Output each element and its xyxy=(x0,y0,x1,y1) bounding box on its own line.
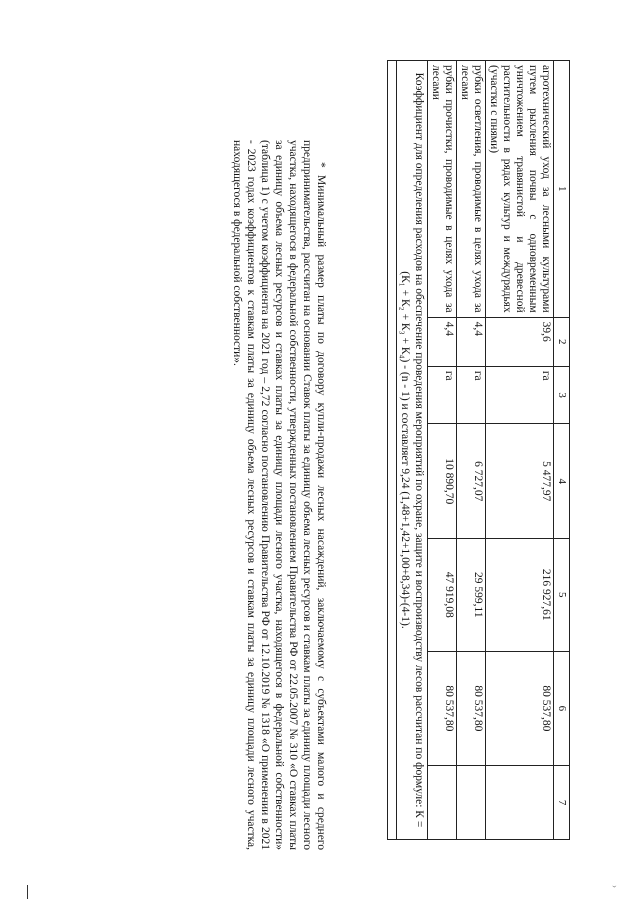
table-row xyxy=(428,61,457,840)
amount-cell: 80 537,80 xyxy=(457,651,486,766)
amount-cell: 80 537,80 xyxy=(486,651,554,766)
work-name-cell: рубки прочистки, проводимые в целях ухода за лесами xyxy=(428,61,457,318)
column-7-cell xyxy=(486,766,554,840)
table-row xyxy=(388,61,397,840)
coefficient-note: Коэффициент для определения расходов на обеспечение проведения мероприятий по охране, защите и воспроизводству лесов рассчитан по формуле: К = (К₁ + К₂ + К₃ + К₄) - (n - 1) и составляет 9,24 (1,48+1,42+1,00+8,34)-(4-1). xyxy=(397,61,428,840)
column-number-6: 6 xyxy=(554,651,570,766)
work-name-cell: агротехнический уход за лесными культурами путем рыхления почвы с одновременным уничтожением травянистой и древесной растительности в рядах культур и междурядьях (участки с пнями) xyxy=(486,61,554,318)
unit-cost-cell: 10 890,70 xyxy=(428,424,457,539)
table-row xyxy=(397,61,428,840)
footnote-text: * Минимальный размер платы по договору купли-продажи лесных насаждений, заключаемому с субъектами малого и среднего предпринимательства, рассчитан на основании Ставок платы за единицу объема лесных ресурсов и ставкам платы за единицу площади лесного участка, находящегося в федеральной собственности, утвержденных постановлением Правительства РФ от 22.05.2007 № 310 «О ставках платы за единицу объема лесных ресурсов и ставках платы за единицу площади лесного участка, находящегося в федеральной собственности» (таблица 1) с учетом коэффициента на 2021 год – 2,72 согласно постановлению Правительства РФ от 12.10.2019 № 1318 «О применении в 2021 - 2023 годах коэффициентов к ставкам платы за единицу объема лесных ресурсов и ставкам платы за единицу площади лесного участка, находящегося в федеральной собственности». xyxy=(231,140,327,850)
page-edge-rule xyxy=(27,885,28,899)
total-cost-cell: 29 599,11 xyxy=(457,538,486,651)
volume-cell: 39,6 xyxy=(486,317,554,366)
column-number-4: 4 xyxy=(554,424,570,539)
volume-cell: 4,4 xyxy=(457,317,486,366)
column-number-3: 3 xyxy=(554,366,570,424)
unit-cell: га xyxy=(428,366,457,424)
column-number-5: 5 xyxy=(554,538,570,651)
scan-mark: › xyxy=(610,885,620,888)
column-number-1: 1 xyxy=(554,61,570,318)
column-7-cell xyxy=(428,766,457,840)
table-row xyxy=(486,61,554,840)
unit-cost-cell: 6 727,07 xyxy=(457,424,486,539)
work-name-cell: рубки осветления, проводимые в целях ухода за лесами xyxy=(457,61,486,318)
total-cost-cell: 216 927,61 xyxy=(486,538,554,651)
unit-cell: га xyxy=(486,366,554,424)
column-7-cell xyxy=(457,766,486,840)
footnote xyxy=(230,140,328,850)
unit-cell: га xyxy=(457,366,486,424)
volume-cell: 4,4 xyxy=(428,317,457,366)
table-row xyxy=(457,61,486,840)
column-number-7: 7 xyxy=(554,766,570,840)
unit-cost-cell: 5 477,97 xyxy=(486,424,554,539)
table-header-row xyxy=(554,61,570,840)
column-number-2: 2 xyxy=(554,317,570,366)
cost-table xyxy=(387,60,570,840)
amount-cell: 80 537,80 xyxy=(428,651,457,766)
empty-row xyxy=(388,61,397,840)
total-cost-cell: 47 919,08 xyxy=(428,538,457,651)
